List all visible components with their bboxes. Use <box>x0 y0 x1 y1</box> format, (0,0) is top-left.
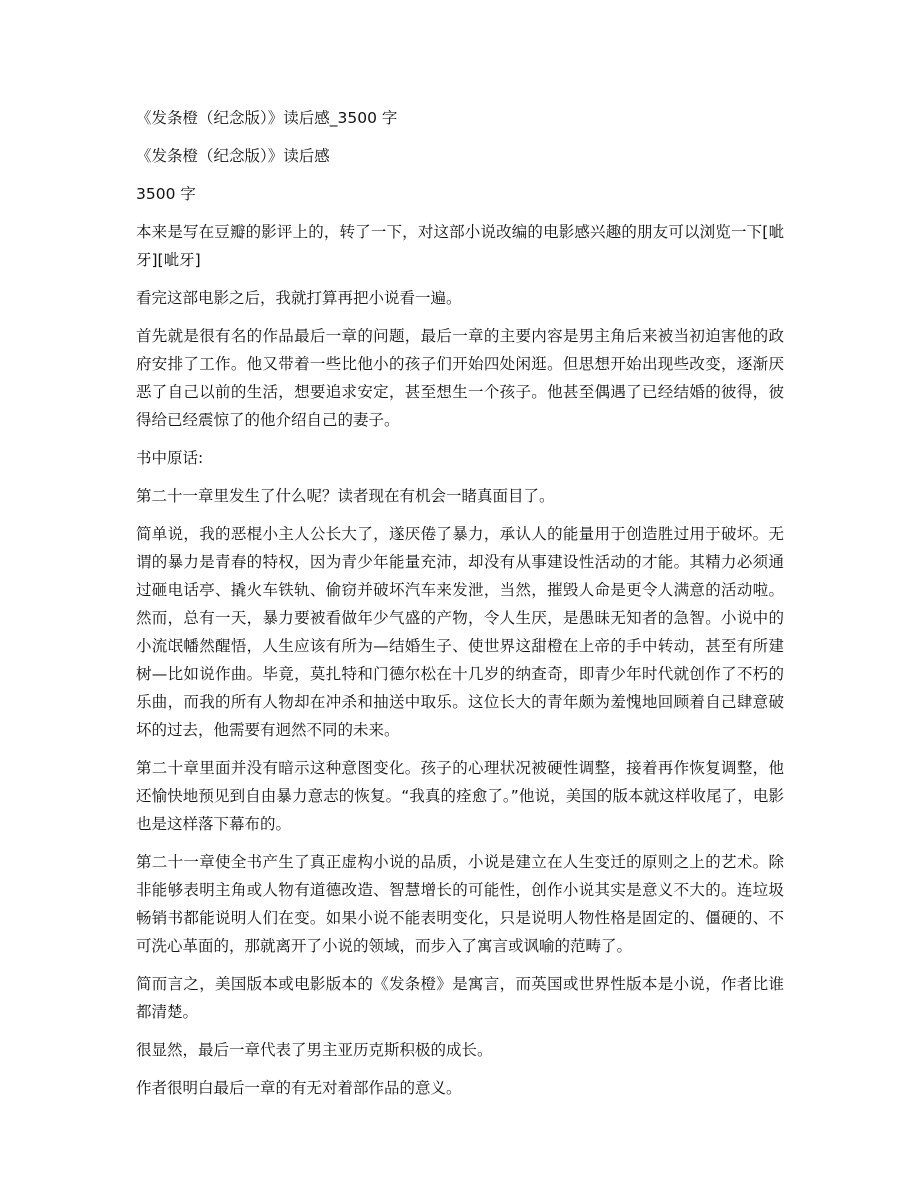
word-count: 3500 字 <box>136 185 196 203</box>
document-page <box>136 104 784 1112</box>
document-title: 《发条橙（纪念版）》读后感_3500 字 <box>136 109 398 127</box>
paragraph: 第二十一章里发生了什么呢？读者现在有机会一睹真面目了。 <box>136 487 555 505</box>
document-subtitle: 《发条橙（纪念版）》读后感 <box>136 147 330 165</box>
paragraph: 很显然，最后一章代表了男主亚历克斯积极的成长。 <box>136 1041 493 1059</box>
paragraph: 作者很明白最后一章的有无对着部作品的意义。 <box>136 1079 462 1097</box>
paragraph: 简单说，我的恶棍小主人公长大了，遂厌倦了暴力，承认人的能量用于创造胜过用于破坏。无谓的暴力是青春的特权，因为青少年能量充沛，却没有从事建设性活动的才能。其精力必须通过砸电话亭、撬火车铁轨、偷窃并破坏汽车来发泄，当然，摧毁人命是更令人满意的活动啦。然而，总有一天，暴力要被看做年少气盛的产物，令人生厌，是愚昧无知者的急智。小说中的小流氓幡然醒悟，人生应该有所为—结婚生子、使世界这甜橙在上帝的手中转动，甚至有所建树—比如说作曲。毕竟，莫扎特和门德尔松在十几岁的纳查奇，即青少年时代就创作了不朽的乐曲，而我的所有人物却在冲杀和抽送中取乐。这位长大的青年颇为羞愧地回顾着自己肆意破坏的过去，他需要有迥然不同的未来。 <box>136 525 784 739</box>
paragraph: 第二十章里面并没有暗示这种意图变化。孩子的心理状况被硬性调整，接着再作恢复调整，他还愉快地预见到自由暴力意志的恢复。“我真的痊愈了。”他说，美国的版本就这样收尾了，电影也是这样落下幕布的。 <box>136 759 784 833</box>
paragraph: 简而言之，美国版本或电影版本的《发条橙》是寓言，而英国或世界性版本是小说，作者比谁都清楚。 <box>136 975 784 1021</box>
paragraph: 看完这部电影之后，我就打算再把小说看一遍。 <box>136 289 462 307</box>
paragraph: 首先就是很有名的作品最后一章的问题，最后一章的主要内容是男主角后来被当初迫害他的政府安排了工作。他又带着一些比他小的孩子们开始四处闲逛。但思想开始出现些改变，逐渐厌恶了自己以前的生活，想要追求安定，甚至想生一个孩子。他甚至偶遇了已经结婚的彼得，彼得给已经震惊了的他介绍自己的妻子。 <box>136 327 784 429</box>
paragraph: 第二十一章使全书产生了真正虚构小说的品质，小说是建立在人生变迁的原则之上的艺术。除非能够表明主角或人物有道德改造、智慧增长的可能性，创作小说其实是意义不大的。连垃圾畅销书都能说明人们在变。如果小说不能表明变化，只是说明人物性格是固定的、僵硬的、不可洗心革面的，那就离开了小说的领域，而步入了寓言或讽喻的范畴了。 <box>136 853 784 955</box>
paragraph: 本来是写在豆瓣的影评上的，转了一下，对这部小说改编的电影感兴趣的朋友可以浏览一下[呲牙][呲牙] <box>136 223 784 269</box>
paragraph: 书中原话: <box>136 449 204 467</box>
